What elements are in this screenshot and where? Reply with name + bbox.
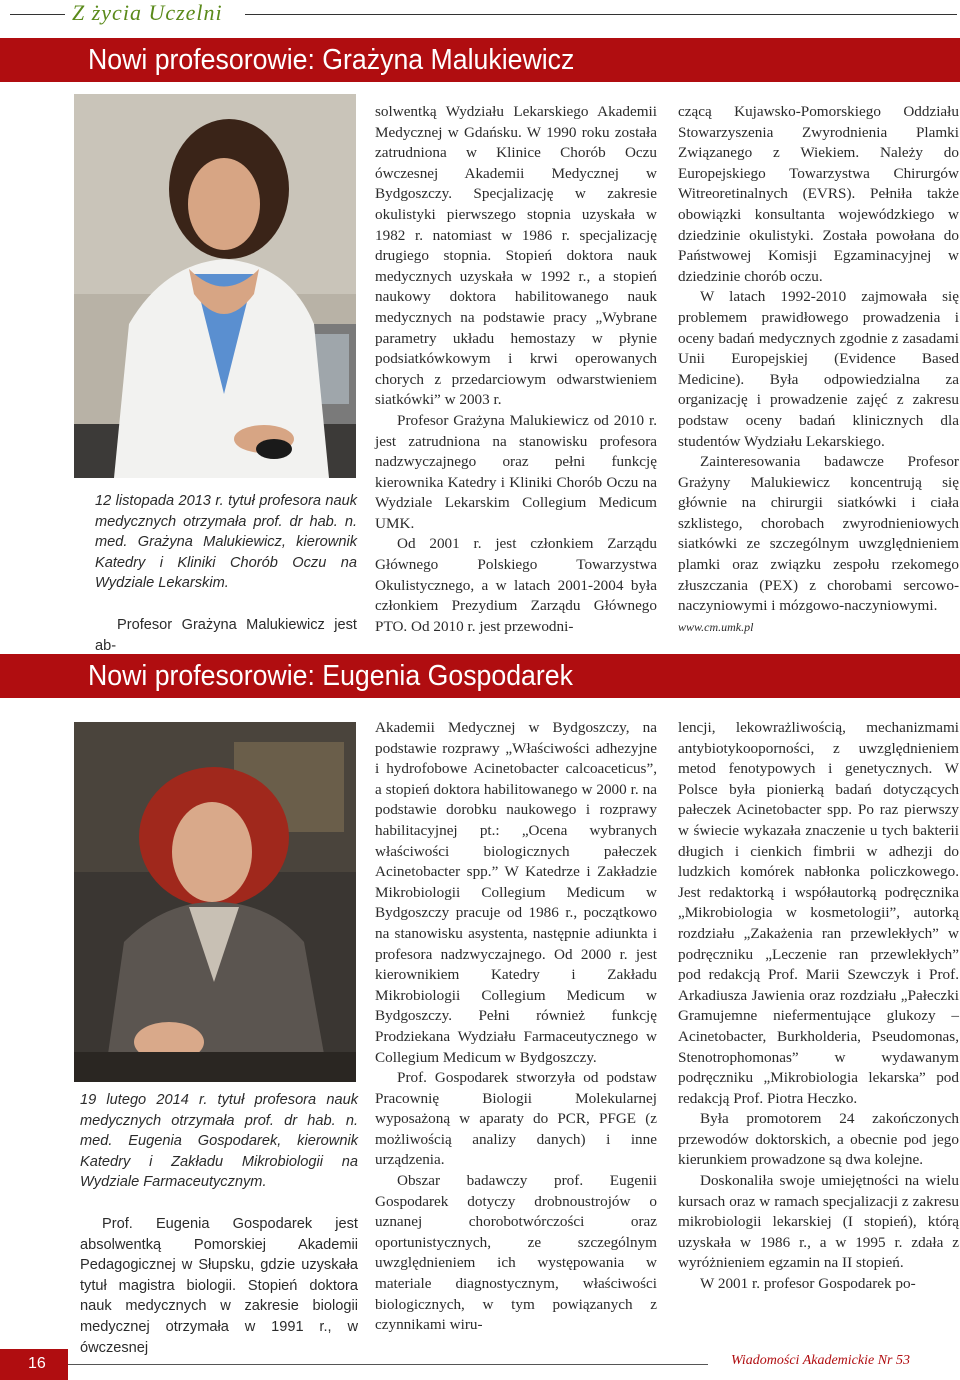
section-label: Z życia Uczelni bbox=[72, 0, 223, 25]
article2-column-3 bbox=[678, 718, 959, 1295]
article1-intro bbox=[95, 615, 357, 656]
header-rule-left bbox=[10, 14, 65, 15]
page-number-box bbox=[0, 1349, 68, 1380]
paragraph: Zainteresowania badawcze Profesor Grażyny Malukiewicz koncentrują się głównie na chirurgii siatkówki i ciała szklistego, chorobach zwyrodnieniowych siatkówki ze szczególnym uwzględnieniem plamki oraz związku zespołu rzekomego złuszczania (PEX) z chorobami sercowo-naczyniowymi i mózgowo-naczyniowymi. bbox=[678, 453, 959, 615]
article1-intro-paragraph: Profesor Grażyna Malukiewicz jest ab- bbox=[95, 617, 357, 654]
paragraph: Prof. Gospodarek stworzyła od podstaw Pracownię Biologii Molekularnej wyposażoną w aparaty do PCR, PFGE (z możliwością analizy danych) i inne urządzenia. bbox=[375, 1069, 657, 1169]
article2-intro bbox=[80, 1214, 358, 1358]
paragraph: Profesor Grażyna Malukiewicz od 2010 r. jest zatrudniona na stanowisku profesora nadzwyczajnego oraz pełni funkcję kierownika Katedry i Kliniki Chorób Oczu na Wydziale Lekarskim Collegium Medicum UMK. bbox=[375, 411, 657, 532]
article2-column-2 bbox=[375, 718, 657, 1336]
footer-rule bbox=[68, 1364, 708, 1365]
paragraph: solwentką Wydziału Lekarskiego Akademii Medycznej w Gdańsku. W 1990 roku została zatrudniona w Klinice Chorób Oczu ówczesnej Akademii Medycznej w Bydgoszczy. Specjalizację w zakresie okulistyki pierwszego stopnia uzyskała w 1982 r. natomiast w 1986 r. specjalizację drugiego stopnia. Stopień doktora nauk medycznych uzyskała w 1992 r., a stopień naukowy doktora habilitowanego nauk medycznych na podstawie pracy „Wybrane parametry układu hemostazy w płynie podsiatkówkowym i krwi operowanych chorych z przedarciowym odwarstwieniem siatkówki” w 2003 r. bbox=[375, 103, 657, 409]
paragraph: Od 2001 r. jest członkiem Zarządu Głównego Polskiego Towarzystwa Okulistycznego, a w latach 2001-2004 była członkiem Prezydium Zarządu Głównego PTO. Od 2010 r. jest przewodni- bbox=[375, 535, 657, 635]
header-rule-right bbox=[245, 14, 957, 15]
portrait-photo-malukiewicz bbox=[74, 94, 356, 478]
paragraph: Akademii Medycznej w Bydgoszczy, na podstawie rozprawy „Właściwości adhezyjne i hydrofobowe Acinetobacter calcoaceticus”, a stopień doktora habilitowanego w 2000 r. na podstawie dorobku naukowego i rozprawy habilitacyjnej pt.: „Ocena wybranych właściwości biologicznych pałeczek Acinetobacter spp.” W Katedrze i Zakładzie Mikrobiologii Collegium Medicum w Bydgoszczy pracuje od 1986 r., początkowo na stanowisku asystenta, następnie adiunkta i profesora nadzwyczajnego. Od 2000 r. jest kierownikiem Katedry i Zakładu Mikrobiologii Collegium Medicum w Bydgoszczy. Pełni również funkcję Prodziekana Wydziału Farmaceutycznego w Collegium Medicum w Bydgoszczy. bbox=[375, 719, 657, 1066]
page-number: 16 bbox=[28, 1355, 46, 1372]
article2-title: Nowi profesorowie: Eugenia Gospodarek bbox=[88, 660, 573, 692]
article1-column-2 bbox=[375, 102, 657, 637]
paragraph: Doskonaliła swoje umiejętności na wielu kursach oraz w ramach specjalizacji z zakresu mikrobiologii lekarskiej (I stopień), którą uzyskała w 1986 r., a w 1995 r. zdała z wyróżnieniem egzamin na II stopień. bbox=[678, 1172, 959, 1272]
paragraph: lencji, lekowrażliwością, mechanizmami antybiotykooporności, z uwzględnieniem metod fenotypowych i genetycznych. W Polsce była pionierką badań dotyczących pałeczek Acinetobacter spp. Po raz pierwszy w świecie wykazała znaczenie u tych bakterii długich i cienkich fimbrii w adhezji do ludzkich komórek nabłonka policzkowego. Jest redaktorką i współautorką podręcznika „Mikrobiologia w kosmetologii”, autorką rozdziału „Zakażenia ran przewlekłych” w podręczniku „Leczenie ran przewlekłych” pod redakcją Prof. Marii Szewczyk i Prof. Arkadiusza Jawienia oraz rozdziału „Pałeczki Gramujemne niefermentujące glukozy – Acinetobacter, Burkholderia, Pseudomonas, Stenotrophomonas” w wydawanym podręczniku „Mikrobiologia lekarska” pod redakcją Prof. Piotra Heczko. bbox=[678, 719, 959, 1107]
article1-title-banner bbox=[0, 38, 960, 82]
article1-title: Nowi profesorowie: Grażyna Malukiewicz bbox=[88, 44, 575, 76]
publication-name: Wiadomości Akademickie Nr 53 bbox=[731, 1353, 910, 1368]
article2-intro-paragraph: Prof. Eugenia Gospodarek jest absolwentką Pomorskiej Akademii Pedagogicznej w Słupsku, gdzie uzyskała tytuł magistra biologii. Stopień doktora nauk medycznych w zakresie biologii medycznej otrzymała w 1991 r., w ówczesnej bbox=[80, 1216, 358, 1356]
article2-caption: 19 lutego 2014 r. tytuł profesora nauk medycznych otrzymała prof. dr hab. n. med. Eugenia Gospodarek, kierownik Katedry i Zakładu Mikrobiologii na Wydziale Farmaceutycznym. bbox=[80, 1092, 358, 1191]
portrait-photo-gospodarek bbox=[74, 722, 356, 1082]
source-link[interactable]: www.cm.umk.pl bbox=[678, 619, 754, 634]
section-header bbox=[0, 0, 960, 30]
paragraph: Obszar badawczy prof. Eugenii Gospodarek dotyczy drobnoustrojów o uznanej chorobotwórczości oraz oportunistycznych, ze szczególnym uwzględnieniem ich występowania w materiale diagnostycznym, właściwości biologicznych, w tym powiązanych z czynnikami wiru- bbox=[375, 1172, 657, 1334]
article2-title-banner bbox=[0, 654, 960, 698]
paragraph: W latach 1992-2010 zajmowała się problemem prawidłowego prowadzenia i oceny badań medycznych zgodnie z zasadami Unii Europejskiej (Evidence Based Medicine). Była odpowiedzialna za organizację i prowadzenie zajęć z zakresu podstaw oceny badań klinicznych dla studentów Wydziału Lekarskiego. bbox=[678, 288, 959, 450]
paragraph: W 2001 r. profesor Gospodarek po- bbox=[700, 1275, 916, 1293]
article1-column-3 bbox=[678, 102, 959, 637]
paragraph: czącą Kujawsko-Pomorskiego Oddziału Stowarzyszenia Zwyrodnienia Plamki Związanego z Wiekiem. Należy do Europejskiego Towarzystwa Chirurgów Witreoretinalnych (EVRS). Pełniła także obowiązki konsultanta wojewódzkiego w dziedzinie okulistyki. Została powołana do Państwowej Komisji Egzaminacyjnej w dziedzinie chorób oczu. bbox=[678, 103, 959, 285]
paragraph: Była promotorem 24 zakończonych przewodów doktorskich, a obecnie pod jego kierunkiem prowadzone są dwa kolejne. bbox=[678, 1110, 959, 1169]
article1-caption: 12 listopada 2013 r. tytuł profesora nauk medycznych otrzymała prof. dr hab. n. med. Grażyna Malukiewicz, kierownik Katedry i Kliniki Chorób Oczu na Wydziale Lekarskim. bbox=[95, 493, 357, 592]
